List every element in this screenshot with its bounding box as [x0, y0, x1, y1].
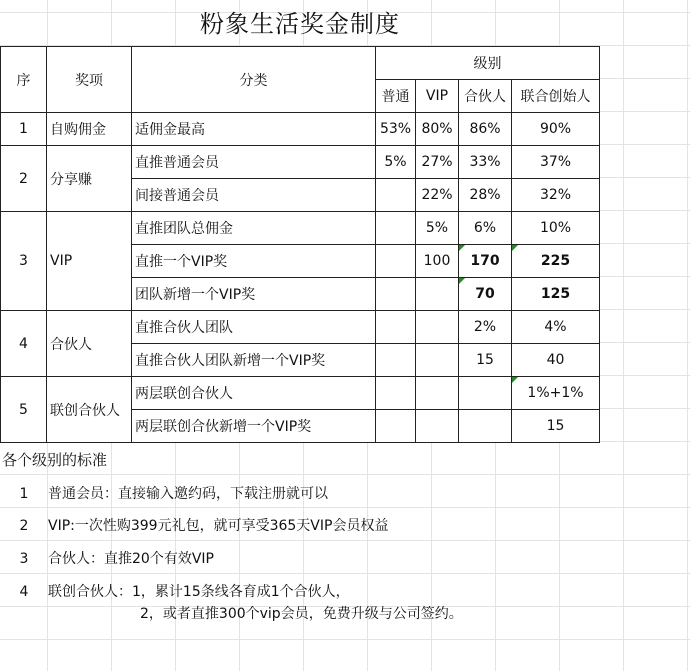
- header-category[interactable]: 分类: [132, 47, 376, 113]
- row-category[interactable]: 直推合伙人团队新增一个VIP奖: [132, 344, 376, 377]
- cell-cofounder[interactable]: 225: [512, 245, 600, 278]
- cell-partner[interactable]: [459, 377, 512, 410]
- row-category[interactable]: 两层联创合伙新增一个VIP奖: [132, 410, 376, 443]
- cell-vip[interactable]: 27%: [416, 146, 459, 179]
- cell-normal[interactable]: [376, 377, 416, 410]
- row-item[interactable]: 合伙人: [47, 311, 132, 377]
- row-item[interactable]: VIP: [47, 212, 132, 311]
- standard-num: 4: [19, 584, 29, 600]
- reward-table: [0, 46, 600, 443]
- row-seq[interactable]: 4: [1, 311, 47, 377]
- row-seq[interactable]: 1: [1, 113, 47, 146]
- row-item[interactable]: 分享赚: [47, 146, 132, 212]
- standard-text: 普通会员：直接输入邀约码，下载注册就可以: [48, 486, 328, 502]
- table-row: [1, 113, 600, 146]
- standard-num: 1: [19, 486, 29, 502]
- cell-vip[interactable]: [416, 410, 459, 443]
- row-category[interactable]: 直推一个VIP奖: [132, 245, 376, 278]
- header-row: [1, 47, 600, 80]
- level-partner[interactable]: 合伙人: [459, 80, 512, 113]
- cell-cofounder[interactable]: 4%: [512, 311, 600, 344]
- table-row: [1, 311, 600, 344]
- cell-cofounder[interactable]: 1%+1%: [512, 377, 600, 410]
- cell-normal[interactable]: [376, 245, 416, 278]
- cell-vip[interactable]: [416, 377, 459, 410]
- cell-cofounder[interactable]: 37%: [512, 146, 600, 179]
- row-seq[interactable]: 2: [1, 146, 47, 212]
- cell-vip[interactable]: [416, 278, 459, 311]
- standards-title: 各个级别的标准: [2, 451, 108, 469]
- level-cofounder[interactable]: 联合创始人: [512, 80, 600, 113]
- cell-partner[interactable]: 6%: [459, 212, 512, 245]
- cell-vip[interactable]: 80%: [416, 113, 459, 146]
- cell-normal[interactable]: [376, 311, 416, 344]
- level-normal[interactable]: 普通: [376, 80, 416, 113]
- standard-num: 2: [19, 518, 29, 534]
- standard-text: 2，或者直推300个vip会员，免费升级与公司签约。: [140, 606, 463, 622]
- cell-partner[interactable]: [459, 410, 512, 443]
- cell-cofounder[interactable]: 90%: [512, 113, 600, 146]
- table-row: [1, 377, 600, 410]
- cell-normal[interactable]: [376, 344, 416, 377]
- cell-cofounder[interactable]: 32%: [512, 179, 600, 212]
- cell-cofounder[interactable]: 10%: [512, 212, 600, 245]
- row-category[interactable]: 两层联创合伙人: [132, 377, 376, 410]
- standard-text: 合伙人：直推20个有效VIP: [48, 551, 214, 567]
- header-seq[interactable]: 序: [1, 47, 47, 113]
- cell-normal[interactable]: [376, 212, 416, 245]
- cell-cofounder[interactable]: 15: [512, 410, 600, 443]
- level-vip[interactable]: VIP: [416, 80, 459, 113]
- header-item[interactable]: 奖项: [47, 47, 132, 113]
- standard-num: 3: [19, 551, 29, 567]
- row-category[interactable]: 适佣金最高: [132, 113, 376, 146]
- row-category[interactable]: 直推普通会员: [132, 146, 376, 179]
- row-seq[interactable]: 5: [1, 377, 47, 443]
- row-category[interactable]: 直推合伙人团队: [132, 311, 376, 344]
- row-seq[interactable]: 3: [1, 212, 47, 311]
- row-category[interactable]: 直推团队总佣金: [132, 212, 376, 245]
- cell-partner[interactable]: 15: [459, 344, 512, 377]
- cell-cofounder[interactable]: 125: [512, 278, 600, 311]
- cell-vip[interactable]: 22%: [416, 179, 459, 212]
- cell-partner[interactable]: 170: [459, 245, 512, 278]
- table-row: [1, 146, 600, 179]
- cell-normal[interactable]: [376, 278, 416, 311]
- table-row: [1, 212, 600, 245]
- cell-partner[interactable]: 86%: [459, 113, 512, 146]
- row-category[interactable]: 团队新增一个VIP奖: [132, 278, 376, 311]
- cell-partner[interactable]: 33%: [459, 146, 512, 179]
- cell-normal[interactable]: 53%: [376, 113, 416, 146]
- cell-cofounder[interactable]: 40: [512, 344, 600, 377]
- cell-partner[interactable]: 70: [459, 278, 512, 311]
- row-item[interactable]: 自购佣金: [47, 113, 132, 146]
- page-title: 粉象生活奖金制度: [200, 10, 400, 38]
- cell-vip[interactable]: 100: [416, 245, 459, 278]
- cell-vip[interactable]: [416, 344, 459, 377]
- row-item[interactable]: 联创合伙人: [47, 377, 132, 443]
- header-level[interactable]: 级别: [376, 47, 600, 80]
- cell-normal[interactable]: [376, 410, 416, 443]
- standard-text: VIP:一次性购399元礼包，就可享受365天VIP会员权益: [48, 518, 389, 534]
- cell-vip[interactable]: 5%: [416, 212, 459, 245]
- cell-normal[interactable]: [376, 179, 416, 212]
- cell-partner[interactable]: 2%: [459, 311, 512, 344]
- row-category[interactable]: 间接普通会员: [132, 179, 376, 212]
- cell-partner[interactable]: 28%: [459, 179, 512, 212]
- cell-normal[interactable]: 5%: [376, 146, 416, 179]
- cell-vip[interactable]: [416, 311, 459, 344]
- standard-text: 联创合伙人：1，累计15条线各育成1个合伙人，: [48, 584, 350, 600]
